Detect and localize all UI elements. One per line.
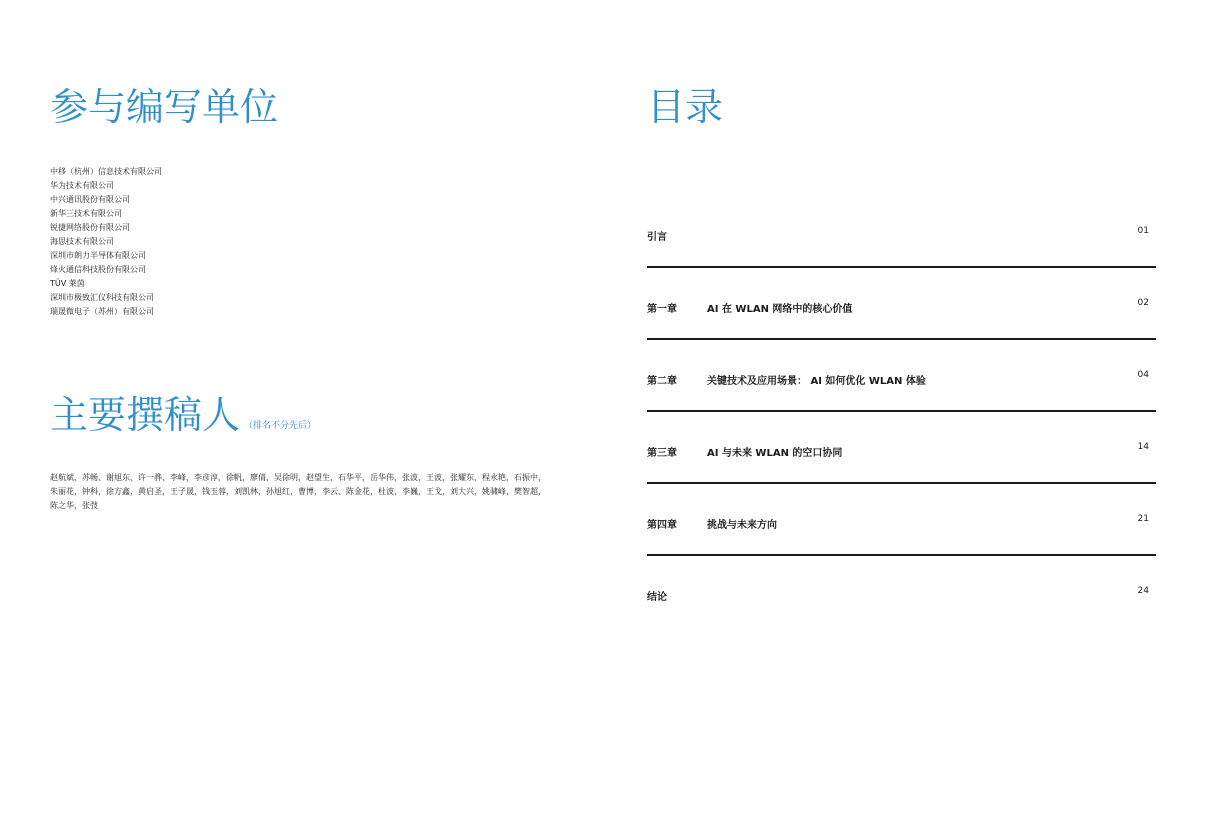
toc-heading: 目录 [647, 85, 724, 129]
toc-chapter-title: 挑战与未来方向 [707, 520, 777, 531]
toc-chapter-label: 第三章 [647, 448, 677, 459]
unit-item: 深圳市极致汇仪科技有限公司 [50, 293, 154, 302]
authors-heading [50, 393, 317, 437]
toc-page-number: 21 [1137, 514, 1149, 524]
toc-page-number: 01 [1137, 226, 1149, 236]
toc-list [647, 196, 1156, 628]
unit-item: TÜV 莱茵 [50, 279, 85, 288]
unit-item: 海思技术有限公司 [50, 237, 114, 246]
toc-page-number: 02 [1137, 298, 1149, 308]
unit-item: 新华三技术有限公司 [50, 209, 122, 218]
unit-item: 华为技术有限公司 [50, 181, 114, 190]
units-heading: 参与编写单位 [50, 85, 279, 129]
toc-row-chapter-3[interactable] [647, 412, 1156, 484]
toc-page-number: 04 [1137, 370, 1149, 380]
toc-chapter-label: 结论 [647, 592, 667, 603]
toc-row-chapter-1[interactable] [647, 268, 1156, 340]
unit-item: 中兴通讯股份有限公司 [50, 195, 130, 204]
toc-row-intro[interactable] [647, 196, 1156, 268]
toc-row-chapter-2[interactable] [647, 340, 1156, 412]
unit-item: 中移（杭州）信息技术有限公司 [50, 167, 162, 176]
toc-chapter-label: 第一章 [647, 304, 677, 315]
toc-chapter-title: AI 与未来 WLAN 的空口协同 [707, 448, 843, 459]
authors-list: 赵航斌、苏畅、谢旭东、许一骅、李峰，李彦淳，徐帆，廖倩，吴徐明，赵望生，石华平，岳华伟，张波，王波，张耀东，程永艳，石振中，朱丽花，钟科，徐方鑫，黄启圣，王子晟，钱玉蓉，刘凯林，孙旭红，曹博，李云、陈金花，杜波，李巍，王戈，刘大兴，姚骕峰，樊智超，陈之华，张弢 [50, 473, 546, 510]
authors-heading-text: 主要撰稿人 [50, 393, 241, 437]
unit-item: 瑞晟微电子（苏州）有限公司 [50, 307, 154, 316]
toc-chapter-label: 第二章 [647, 376, 677, 387]
authors-heading-note: （排名不分先后） [244, 421, 317, 431]
toc-chapter-label: 引言 [647, 232, 667, 243]
unit-item: 锐捷网络股份有限公司 [50, 223, 130, 232]
units-list [50, 165, 162, 319]
unit-item: 深圳市朗力半导体有限公司 [50, 251, 146, 260]
toc-chapter-title: AI 在 WLAN 网络中的核心价值 [707, 304, 853, 315]
toc-page-number: 14 [1137, 442, 1149, 452]
toc-chapter-label: 第四章 [647, 520, 677, 531]
unit-item: 烽火通信科技股份有限公司 [50, 265, 146, 274]
toc-row-chapter-4[interactable] [647, 484, 1156, 556]
toc-chapter-title: 关键技术及应用场景： AI 如何优化 WLAN 体验 [707, 376, 926, 387]
toc-page-number: 24 [1137, 586, 1149, 596]
toc-row-conclusion[interactable] [647, 556, 1156, 628]
